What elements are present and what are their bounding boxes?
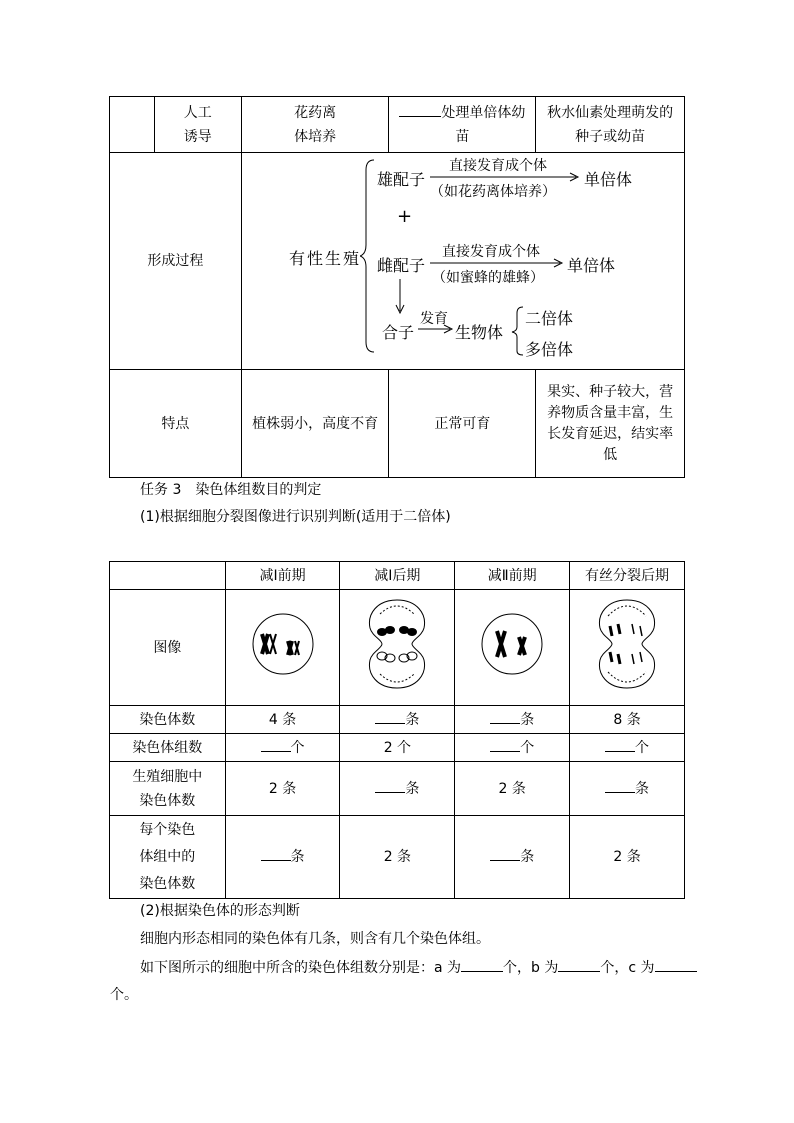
mitosis-anaphase-cell-image	[592, 594, 662, 694]
table-cell: 条	[340, 762, 455, 816]
cell-text: 处理单倍体幼	[389, 101, 535, 125]
table-cell	[241, 370, 389, 478]
sexual-reproduction-label: 有性生殖	[289, 249, 362, 268]
cell-text: 形成过程	[147, 253, 204, 269]
organism-label: 生物体	[455, 323, 504, 342]
cell-text: 体培养	[294, 128, 337, 145]
answer-blank-a[interactable]	[461, 957, 503, 972]
answer-blank[interactable]	[490, 846, 520, 861]
answer-blank[interactable]	[490, 709, 520, 724]
female-gamete: 雌配子	[377, 256, 426, 275]
task3-sub2: (2)根据染色体的形态判断	[140, 903, 300, 919]
down-arrow-icon	[394, 279, 406, 315]
table-row	[110, 706, 685, 734]
arrow-bottom-label: （如花药离体培养）	[430, 184, 556, 200]
header-cell: 有丝分裂后期	[570, 562, 685, 590]
cell-text: 每个染色	[139, 821, 196, 838]
table-cell	[110, 153, 242, 370]
haploid-label: 单倍体	[567, 256, 616, 275]
male-gamete: 雄配子	[377, 170, 426, 189]
table-cell: 8 条	[570, 706, 685, 734]
table-cell: 2 条	[455, 762, 570, 816]
answer-blank[interactable]	[375, 709, 405, 724]
task3-sub1: (1)根据细胞分裂图像进行识别判断(适用于二倍体)	[140, 509, 451, 525]
table-cell	[110, 97, 155, 153]
answer-blank-c[interactable]	[655, 957, 697, 972]
answer-blank[interactable]	[399, 102, 441, 117]
question-part: 个，b 为	[503, 960, 559, 976]
cell-text: 染色体数	[139, 792, 196, 809]
haploid-label: 单倍体	[584, 170, 633, 189]
question-end: 个。	[110, 987, 138, 1003]
table-row	[110, 370, 685, 478]
arrow-top-label: 直接发育成个体	[442, 244, 540, 260]
table-cell: 4 条	[225, 706, 340, 734]
answer-blank[interactable]	[605, 778, 635, 793]
answer-blank[interactable]	[605, 737, 635, 752]
cell-text: 秋水仙素处理萌发的	[547, 104, 674, 121]
meiosis2-prophase-cell-image	[477, 609, 547, 679]
plus-sign: +	[397, 206, 413, 227]
answer-blank-b[interactable]	[558, 957, 600, 972]
table-cell: 个	[455, 734, 570, 762]
table-cell	[110, 816, 226, 899]
table-cell	[536, 370, 685, 478]
table-cell: 2 条	[570, 816, 685, 899]
cell-text: 染色体数	[139, 875, 196, 892]
table-cell	[154, 97, 241, 153]
arrow-top-label: 直接发育成个体	[449, 158, 547, 174]
question-part: 个，c 为	[600, 960, 655, 976]
header-cell	[110, 562, 226, 590]
table-cell	[110, 762, 226, 816]
table-cell	[389, 97, 536, 153]
cell-text: 人工	[183, 104, 212, 121]
cell-text: 种子或幼苗	[575, 128, 646, 145]
cell-text: 果实、种子较大，营	[547, 383, 674, 400]
cell-text: 正常可育	[434, 415, 491, 432]
brace-icon	[511, 305, 525, 357]
cell-text: 苗	[455, 128, 470, 145]
table-cell: 2 个	[340, 734, 455, 762]
meiosis1-prophase-cell-image	[248, 609, 318, 679]
cell-text: 诱导	[183, 128, 212, 145]
cell-text: 低	[603, 446, 618, 463]
chromosome-set-table	[109, 561, 685, 899]
cell-text: 植株弱小，高度不育	[252, 415, 379, 432]
polyploid-label: 多倍体	[525, 340, 574, 359]
table-cell	[110, 370, 242, 478]
header-cell: 减Ⅱ前期	[455, 562, 570, 590]
answer-blank[interactable]	[490, 737, 520, 752]
answer-blank[interactable]	[375, 778, 405, 793]
rule-text: 细胞内形态相同的染色体有几条，则含有几个染色体组。	[140, 931, 490, 947]
table-cell: 条	[570, 762, 685, 816]
answer-blank[interactable]	[261, 737, 291, 752]
table-cell: 2 条	[340, 816, 455, 899]
cell-text: 长发育延迟，结实率	[547, 425, 674, 442]
cell-text: 体组中的	[139, 848, 196, 865]
question-text	[140, 957, 697, 978]
table-cell	[389, 370, 536, 478]
meiosis1-anaphase-cell-image	[362, 594, 432, 694]
table-cell	[110, 590, 226, 706]
answer-blank[interactable]	[261, 846, 291, 861]
table-cell	[225, 590, 340, 706]
table-cell: 个	[570, 734, 685, 762]
cell-text: 花药离	[294, 104, 337, 121]
table-row	[110, 734, 685, 762]
table-cell	[455, 590, 570, 706]
table-cell: 条	[455, 706, 570, 734]
table-row	[110, 816, 685, 899]
question-prefix: 如下图所示的细胞中所含的染色体组数分别是：a 为	[140, 960, 462, 976]
header-cell: 减Ⅰ后期	[340, 562, 455, 590]
table-row	[110, 762, 685, 816]
table-cell	[570, 590, 685, 706]
cell-text: 特点	[161, 415, 190, 432]
zygote-label: 合子	[382, 323, 415, 342]
table-cell: 条	[225, 816, 340, 899]
table-cell	[536, 97, 685, 153]
develop-label: 发育	[420, 311, 448, 327]
table-cell: 染色体组数	[110, 734, 226, 762]
table-row	[110, 590, 685, 706]
cell-text: 图像	[153, 639, 182, 656]
arrow-icon	[418, 324, 454, 334]
table-header-row	[110, 562, 685, 590]
cell-text: 养物质含量丰富，生	[547, 404, 674, 421]
table-cell	[340, 590, 455, 706]
table-cell: 2 条	[225, 762, 340, 816]
cell-text: 生殖细胞中	[132, 768, 203, 785]
table-row	[110, 97, 685, 153]
arrow-bottom-label: （如蜜蜂的雄蜂）	[432, 270, 544, 286]
task3-title: 任务 3 染色体组数目的判定	[140, 482, 322, 498]
diploid-label: 二倍体	[525, 309, 574, 328]
header-cell: 减Ⅰ前期	[225, 562, 340, 590]
table-cell: 条	[455, 816, 570, 899]
table-cell	[241, 97, 389, 153]
table-cell: 条	[340, 706, 455, 734]
table-cell: 染色体数	[110, 706, 226, 734]
table-cell: 个	[225, 734, 340, 762]
